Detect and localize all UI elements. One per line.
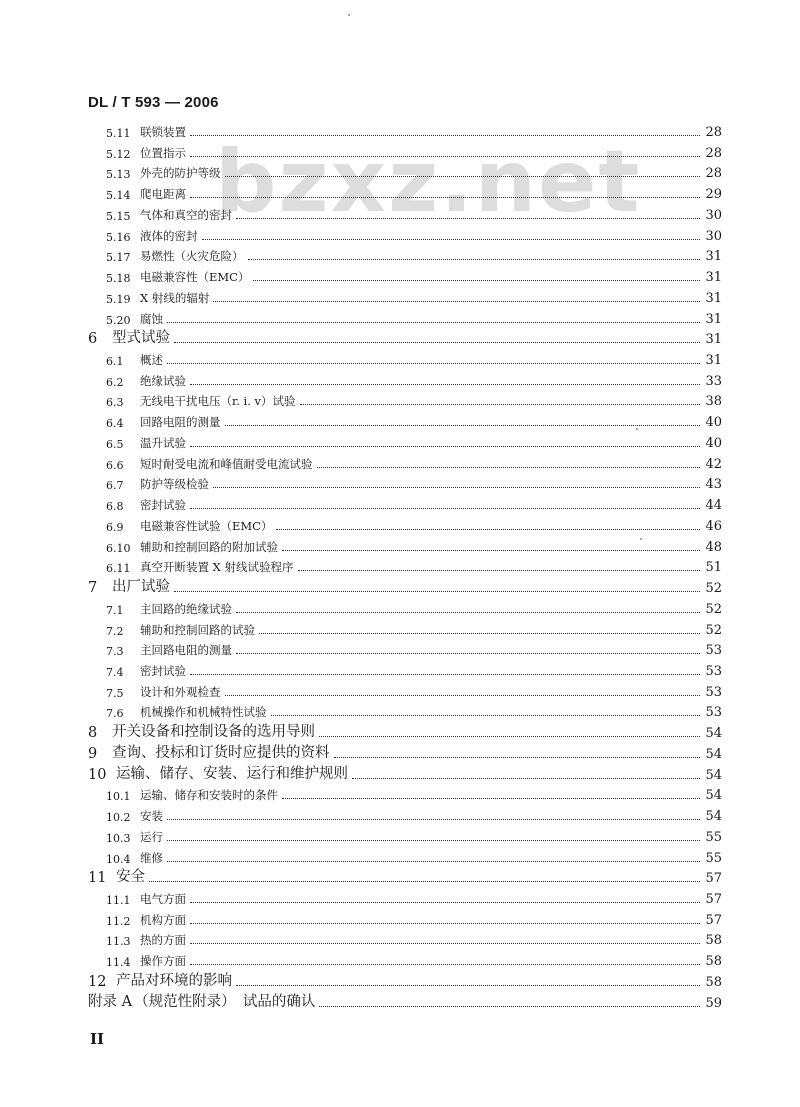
dot-leader: [190, 963, 700, 965]
toc-chapter-entry[interactable]: [88, 576, 722, 596]
toc-entry-title: 密封试验: [140, 663, 186, 678]
dot-leader: [174, 590, 700, 592]
dot-leader: [190, 673, 700, 675]
toc-entry-title: 液体的密封: [140, 228, 198, 243]
dot-leader: [276, 528, 700, 530]
scan-speck: [348, 14, 350, 16]
toc-entry-number: 6: [88, 331, 98, 348]
toc-entry-page: 55: [705, 850, 722, 866]
toc-section-entry[interactable]: [106, 659, 722, 679]
toc-entry-title: （规范性附录） 试品的确认: [134, 993, 316, 1010]
toc-entry-page: 31: [705, 290, 722, 306]
toc-section-entry[interactable]: [106, 638, 722, 658]
dot-leader: [248, 258, 701, 260]
toc-section-entry[interactable]: [106, 348, 722, 368]
toc-entry-title: 辅助和控制回路的附加试验: [140, 539, 278, 554]
toc-section-entry[interactable]: [106, 680, 722, 700]
toc-entry-number: 6.9: [106, 520, 124, 534]
dot-leader: [213, 300, 700, 302]
dot-leader: [167, 839, 700, 841]
watermark-text: bzxz.net: [215, 132, 642, 232]
toc-entry-number: 6.3: [106, 396, 124, 410]
toc-entry-number: 6.6: [106, 458, 124, 472]
toc-section-entry[interactable]: [106, 908, 722, 928]
toc-entry-page: 31: [705, 311, 722, 327]
toc-entry-title: 联锁装置: [140, 125, 186, 139]
toc-section-entry[interactable]: [106, 597, 722, 617]
toc-section-entry[interactable]: [106, 431, 722, 451]
toc-entry-page: 53: [705, 684, 722, 700]
toc-section-entry[interactable]: [106, 783, 722, 803]
toc-entry-number: 11: [88, 870, 107, 887]
toc-section-entry[interactable]: [106, 307, 722, 327]
toc-entry-page: 58: [705, 954, 722, 970]
toc-entry-page: 54: [705, 809, 722, 825]
toc-entry-title: 设计和外观检查: [140, 684, 221, 699]
toc-entry-number: 10.4: [106, 852, 131, 866]
toc-entry-title: 机构方面: [140, 912, 186, 927]
toc-entry-number: 5.20: [106, 313, 131, 327]
toc-entry-number: 6.2: [106, 375, 124, 389]
toc-entry-title: 主回路的绝缘试验: [140, 601, 232, 616]
toc-entry-page: 46: [705, 518, 722, 534]
dot-leader: [167, 321, 700, 323]
toc-entry-number: 7: [88, 580, 98, 597]
toc-entry-title: 温升试验: [140, 435, 186, 450]
toc-entry-title: 电磁兼容性试验（EMC）: [140, 518, 273, 533]
toc-entry-title: 维修: [140, 850, 163, 865]
toc-entry-page: 40: [705, 435, 722, 451]
toc-section-entry[interactable]: [106, 535, 722, 555]
toc-entry-number: 5.12: [106, 147, 131, 161]
toc-entry-page: 30: [705, 228, 722, 244]
toc-entry-page: 43: [705, 477, 722, 493]
toc-entry-title: 爬电距离: [140, 187, 186, 202]
toc-section-entry[interactable]: [106, 804, 722, 824]
toc-entry-title: 运输、储存、安装、运行和维护规则: [116, 765, 348, 782]
dot-leader: [190, 196, 700, 198]
toc-entry-number: 11.1: [106, 894, 131, 907]
dot-leader: [334, 756, 701, 758]
toc-entry-page: 31: [705, 332, 722, 348]
toc-section-entry[interactable]: [106, 700, 722, 720]
scan-speck: [636, 428, 638, 430]
toc-entry-number: 5.17: [106, 251, 131, 265]
toc-entry-number: 12: [88, 973, 107, 990]
dot-leader: [225, 424, 701, 426]
dot-leader: [167, 818, 700, 820]
dot-leader: [213, 486, 700, 488]
toc-entry-title: 操作方面: [140, 954, 186, 969]
toc-chapter-entry[interactable]: [88, 721, 722, 741]
toc-entry-title: 绝缘试验: [140, 373, 186, 388]
toc-entry-number: 8: [88, 725, 98, 742]
dot-leader: [253, 279, 700, 281]
dot-leader: [190, 901, 700, 903]
dot-leader: [149, 880, 700, 882]
toc-entry-title: X 射线的辐射: [140, 290, 210, 305]
toc-section-entry[interactable]: [106, 618, 722, 638]
toc-section-entry[interactable]: [106, 452, 722, 472]
toc-entry-number: 6.11: [106, 562, 131, 576]
dot-leader: [190, 942, 700, 944]
toc-chapter-entry[interactable]: [88, 742, 722, 762]
toc-entry-title: 位置指示: [140, 145, 186, 160]
scan-speck: [640, 538, 642, 540]
toc-entry-title: 辅助和控制回路的试验: [140, 622, 255, 637]
toc-entry-page: 38: [705, 394, 722, 410]
toc-entry-page: 31: [705, 249, 722, 265]
toc-section-entry[interactable]: [106, 410, 722, 430]
toc-entry-page: 28: [705, 166, 722, 182]
toc-entry-title: 运行: [140, 829, 163, 844]
toc-entry-page: 52: [705, 601, 722, 617]
toc-entry-title: 概述: [140, 353, 163, 368]
toc-entry-number: 6.5: [106, 437, 124, 451]
toc-entry-title: 主回路电阻的测量: [140, 643, 232, 658]
toc-entry-page: 28: [705, 145, 722, 161]
toc-entry-title: 回路电阻的测量: [140, 415, 221, 430]
toc-entry-number: 5.18: [106, 272, 131, 286]
toc-chapter-entry[interactable]: [88, 991, 722, 1011]
toc-entry-page: 48: [705, 539, 722, 555]
toc-entry-number: 5.19: [106, 292, 131, 306]
toc-section-entry[interactable]: [106, 555, 722, 575]
toc-entry-page: 54: [705, 746, 722, 762]
toc-entry-number: 5.11: [106, 127, 131, 140]
dot-leader: [190, 383, 700, 385]
toc-entry-title: 电气方面: [140, 892, 186, 906]
dot-leader: [300, 403, 700, 405]
toc-entry-title: 无线电干扰电压（r. i. v）试验: [140, 394, 296, 409]
toc-chapter-entry[interactable]: [88, 970, 722, 990]
page-number: II: [90, 1030, 105, 1048]
dot-leader: [225, 694, 701, 696]
toc-entry-number: 11.2: [106, 914, 131, 928]
toc-entry-page: 51: [705, 560, 722, 576]
dot-leader: [225, 175, 701, 177]
toc-section-entry[interactable]: [106, 389, 722, 409]
toc-entry-number: 7.2: [106, 624, 124, 638]
toc-entry-title: 短时耐受电流和峰值耐受电流试验: [140, 456, 313, 471]
toc-entry-number: 10.3: [106, 831, 131, 845]
dot-leader: [202, 238, 701, 240]
toc-entry-title: 开关设备和控制设备的选用导则: [112, 724, 315, 741]
dot-leader: [271, 714, 701, 716]
dot-leader: [190, 445, 700, 447]
toc-entry-page: 54: [705, 726, 722, 742]
toc-entry-page: 54: [705, 767, 722, 783]
dot-leader: [319, 1005, 700, 1007]
toc-entry-number: 6.4: [106, 417, 124, 431]
dot-leader: [259, 632, 700, 634]
toc-entry-title: 运输、储存和安装时的条件: [140, 788, 278, 803]
dot-leader: [167, 860, 700, 862]
toc-entry-page: 30: [705, 207, 722, 223]
toc-section-entry[interactable]: [106, 514, 722, 534]
toc-entry-number: 7.1: [106, 603, 124, 617]
toc-entry-number: 6.8: [106, 500, 124, 514]
toc-section-entry[interactable]: [106, 120, 722, 140]
toc-entry-page: 52: [705, 581, 722, 597]
toc-section-entry[interactable]: [106, 203, 722, 223]
toc-entry-title: 出厂试验: [112, 579, 170, 596]
toc-section-entry[interactable]: [106, 493, 722, 513]
dot-leader: [190, 134, 700, 136]
toc-entry-page: 53: [705, 643, 722, 659]
toc-section-entry[interactable]: [106, 224, 722, 244]
toc-entry-page: 29: [705, 187, 722, 203]
dot-leader: [282, 797, 700, 799]
toc-entry-title: 外壳的防护等级: [140, 166, 221, 181]
toc-entry-title: 安全: [116, 869, 145, 886]
toc-entry-page: 40: [705, 415, 722, 431]
toc-entry-title: 防护等级检验: [140, 477, 209, 492]
toc-entry-title: 气体和真空的密封: [140, 207, 232, 222]
toc-entry-number: 6.1: [106, 355, 124, 369]
toc-entry-number: 10.1: [106, 790, 131, 804]
dot-leader: [190, 155, 700, 157]
toc-entry-title: 机械操作和机械特性试验: [140, 705, 267, 720]
toc-entry-page: 44: [705, 498, 722, 514]
toc-entry-page: 31: [705, 353, 722, 369]
dot-leader: [317, 466, 701, 468]
toc-entry-number: 9: [88, 745, 98, 762]
dot-leader: [236, 611, 700, 613]
toc-entry-page: 52: [705, 622, 722, 638]
toc-entry-page: 59: [705, 995, 722, 1011]
toc-entry-number: 7.4: [106, 665, 124, 679]
toc-entry-page: 54: [705, 788, 722, 804]
toc-entry-title: 热的方面: [140, 933, 186, 948]
toc-entry-page: 57: [705, 871, 722, 887]
dot-leader: [282, 549, 700, 551]
toc-entry-title: 电磁兼容性（EMC）: [140, 270, 250, 285]
toc-section-entry[interactable]: [106, 182, 722, 202]
toc-section-entry[interactable]: [106, 472, 722, 492]
toc-entry-page: 42: [705, 456, 722, 472]
toc-entry-page: 57: [705, 912, 722, 928]
toc-entry-title: 真空开断装置 X 射线试验程序: [140, 560, 294, 575]
toc-entry-page: 58: [705, 974, 722, 990]
toc-section-entry[interactable]: [106, 161, 722, 181]
toc-entry-number: 5.16: [106, 230, 131, 244]
toc-entry-number: 6.10: [106, 541, 131, 555]
toc-section-entry[interactable]: [106, 949, 722, 969]
toc-section-entry[interactable]: [106, 928, 722, 948]
toc-section-entry[interactable]: [106, 887, 722, 907]
toc-entry-title: 密封试验: [140, 498, 186, 513]
dot-leader: [319, 735, 700, 737]
toc-section-entry[interactable]: [106, 265, 722, 285]
toc-entry-number: 7.3: [106, 645, 124, 659]
toc-entry-number: 6.7: [106, 479, 124, 493]
dot-leader: [236, 984, 700, 986]
toc-section-entry[interactable]: [106, 244, 722, 264]
dot-leader: [236, 217, 700, 219]
toc-section-entry[interactable]: [106, 825, 722, 845]
toc-section-entry[interactable]: [106, 846, 722, 866]
toc-entry-number: 10.2: [106, 811, 131, 825]
toc-entry-page: 53: [705, 705, 722, 721]
toc-chapter-entry[interactable]: [88, 763, 722, 783]
dot-leader: [174, 341, 700, 343]
toc-entry-page: 57: [705, 892, 722, 907]
toc-entry-number: 5.15: [106, 209, 131, 223]
dot-leader: [236, 652, 700, 654]
toc-entry-page: 31: [705, 270, 722, 286]
dot-leader: [298, 569, 701, 571]
toc-entry-number: 11.4: [106, 956, 131, 970]
toc-entry-page: 53: [705, 663, 722, 679]
toc-entry-title: 腐蚀: [140, 311, 163, 326]
toc-entry-title: 安装: [140, 809, 163, 824]
toc-entry-page: 33: [705, 373, 722, 389]
toc-entry-page: 28: [705, 125, 722, 140]
toc-entry-page: 58: [705, 933, 722, 949]
document-code-header: DL / T 593 — 2006: [88, 94, 219, 111]
dot-leader: [190, 922, 700, 924]
toc-entry-number: 7.6: [106, 707, 124, 721]
toc-entry-number: 7.5: [106, 686, 124, 700]
toc-entry-page: 55: [705, 829, 722, 845]
toc-entry-title: 型式试验: [112, 330, 170, 347]
toc-section-entry[interactable]: [106, 141, 722, 161]
toc-chapter-entry[interactable]: [88, 866, 722, 886]
dot-leader: [352, 777, 700, 779]
toc-entry-title: 查询、投标和订货时应提供的资料: [112, 744, 330, 761]
toc-section-entry[interactable]: [106, 286, 722, 306]
dot-leader: [167, 362, 700, 364]
toc-entry-number: 10: [88, 766, 107, 783]
toc-entry-number: 附录 A: [88, 993, 133, 1010]
toc-entry-number: 5.14: [106, 189, 131, 203]
toc-entry-number: 5.13: [106, 168, 131, 182]
toc-entry-title: 易燃性（火灾危险）: [140, 249, 244, 264]
toc-entry-title: 产品对环境的影响: [116, 972, 232, 989]
dot-leader: [190, 507, 700, 509]
toc-section-entry[interactable]: [106, 369, 722, 389]
toc-chapter-entry[interactable]: [88, 327, 722, 347]
toc-entry-number: 11.3: [106, 935, 131, 949]
